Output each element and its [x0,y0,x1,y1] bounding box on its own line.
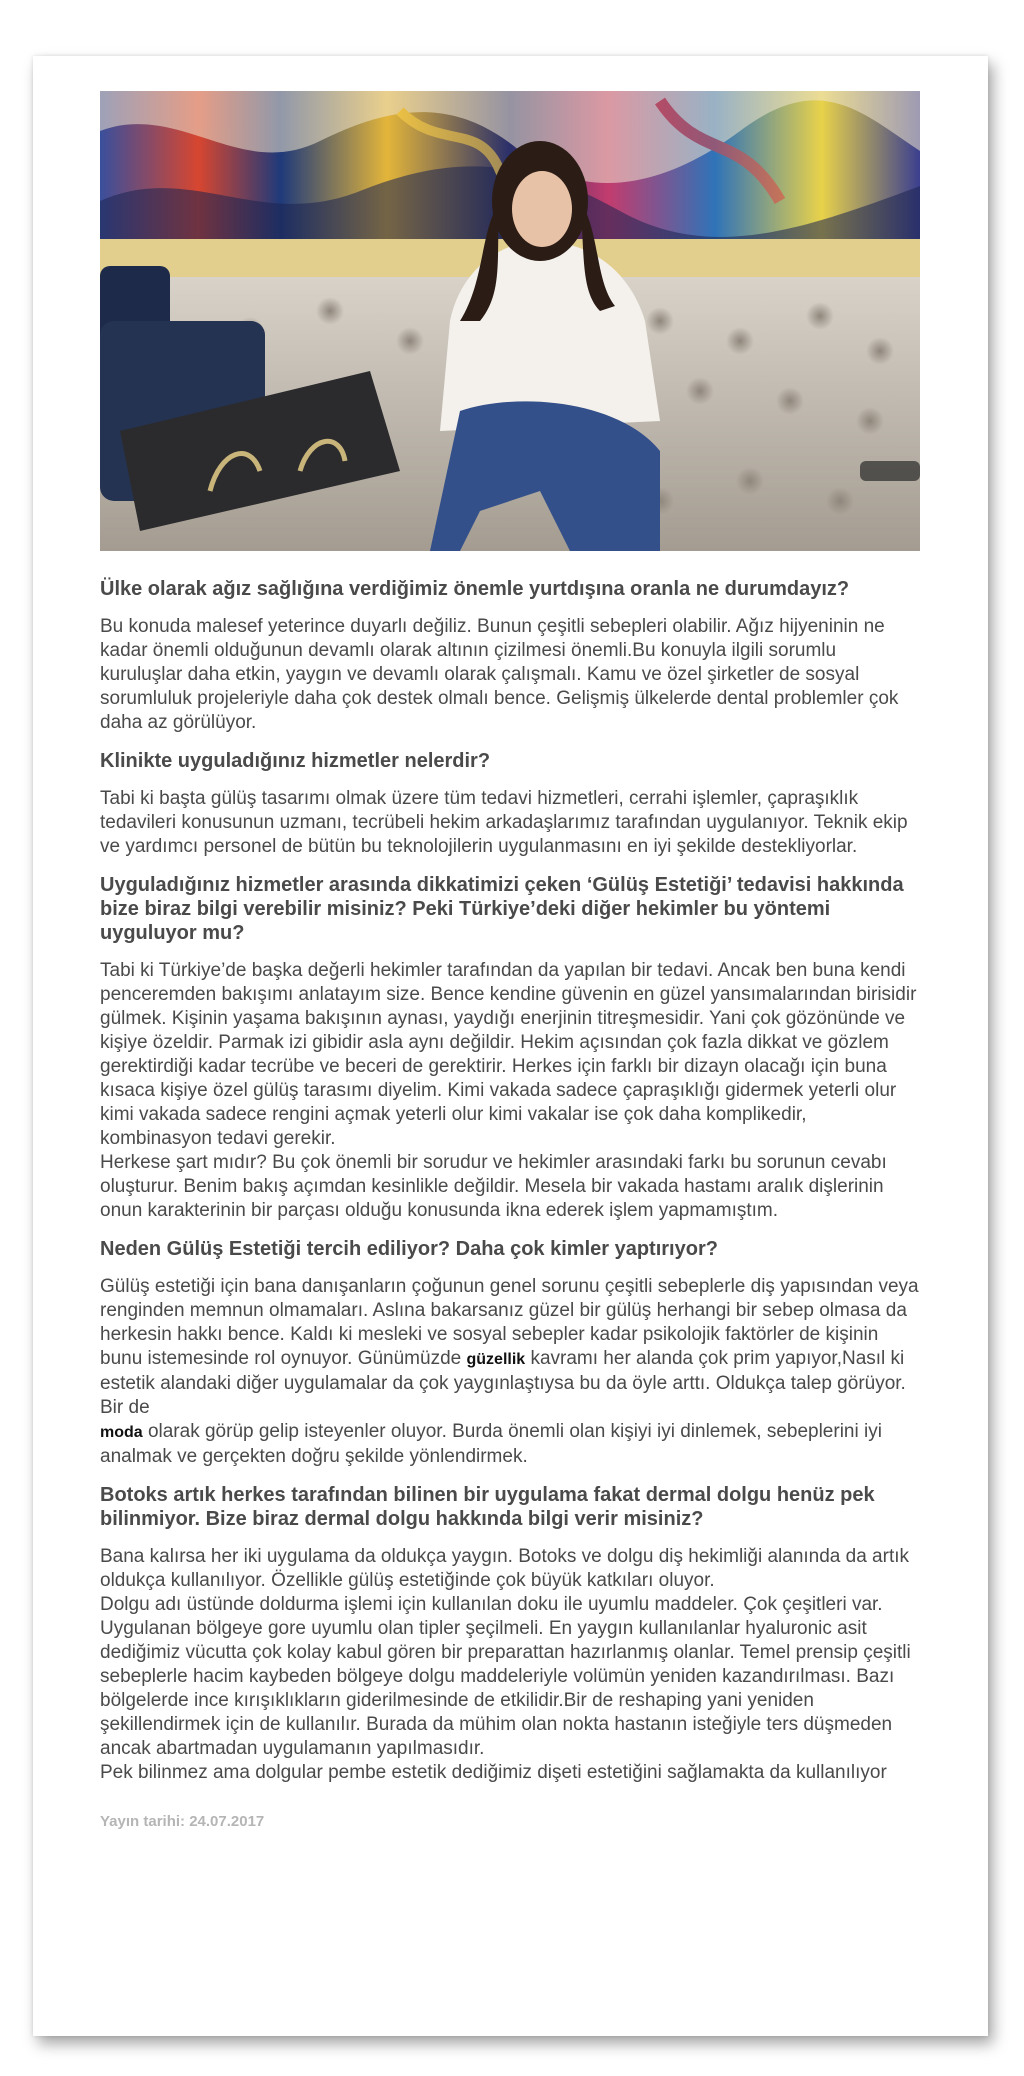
question-heading: Ülke olarak ağız sağlığına verdiğimiz önemle yurtdışına oranla ne durumdayız? [100,578,850,600]
answer-text: Gülüş estetiği için bana danışanların çoğunun genel sorunu çeşitli sebeplerle diş yapısından veya renginden memnun olmamaları. Aslına bakarsanız güzel bir gülüş herhangi bir sebep olmasa da herkesin hakkı bence. Kaldı ki mesleki ve sosyal sebepler kadar psikolojik faktörler de kişinin bunu istemesinde rol oynuyor. Günümüzde [100,1276,919,1369]
answer-text: olarak görüp gelip isteyenler oluyor. Burda önemli olan kişiyi iyi dinlemek, sebeplerini iyi analmak ve gerçekten doğru şekilde yönlendirmek. [100,1421,882,1467]
question-heading: Klinikte uyguladığınız hizmetler nelerdir? [100,750,491,772]
question-heading: Botoks artık herkes tarafından bilinen bir uygulama fakat dermal dolgu henüz pek bilinmiyor. Bize biraz dermal dolgu hakkında bilgi verir misiniz? [100,1484,875,1530]
keyword-link-moda[interactable]: moda [100,1424,143,1441]
article-content [100,91,920,1830]
answer-text: kavramı her alanda çok prim yapıyor,Nasıl ki estetik alandaki diğer uygulamalar da çok yaygınlaştıysa bu da öyle arttı. Oldukça talep görüyor. Bir de [100,1348,906,1418]
question-heading: Uyguladığınız hizmetler arasında dikkatimizi çeken ‘Gülüş Estetiği’ tedavisi hakkında bize biraz bilgi verebilir misiniz? Peki Türkiye’deki diğer hekimler bu yöntemi uyguluyor mu? [100,874,904,944]
hero-photo [100,91,920,551]
publish-date: Yayın tarihi: 24.07.2017 [100,1813,265,1830]
keyword-link-guzellik[interactable]: güzellik [466,1351,526,1368]
answer-paragraph: Tabi ki Türkiye’de başka değerli hekimler tarafından da yapılan bir tedavi. Ancak ben buna kendi penceremden bakışımı anlatayım size. Bence kendine güvenin en güzel yansımalarından birisidir gülmek. Kişinin yaşama bakışının aynası, yaydığı enerjinin titreşmesidir. Yani çok gözönünde ve kişiye özeldir. Parmak izi gibidir asla aynı değildir. Hekim açısından çok fazla dikkat ve gözlem gerektirdiği kadar tecrübe ve beceri de gerektirir. Herkes için farklı bir dizayn olacağı için buna kısaca kişiye özel gülüş tarasımı diyelim. Kimi vakada sadece çapraşıklığı gidermek yeterli olur kimi vakada sadece rengini açmak yeterli olur kimi vakalar ise çok daha komplikedir, kombinasyon tedavi gerekir. [100,960,917,1149]
question-heading: Neden Gülüş Estetiği tercih ediliyor? Daha çok kimler yaptırıyor? [100,1238,718,1260]
answer-paragraph: Dolgu adı üstünde doldurma işlemi için kullanılan doku ile uyumlu maddeler. Çok çeşitleri var. Uygulanan bölgeye gore uyumlu olan tipler şeçilmeli. En yaygın kullanılanlar hyaluronic asit dediğimiz vücutta çok kolay kabul gören bir preparattan hazırlanmış olanlar. Temel prensip çeşitli sebeplerle hacim kaybeden bölgeye dolgu maddeleriyle volümün yeniden kazandırılması. Bazı bölgelerde ince kırışıklıkların giderilmesinde de etkilidir.Bir de reshaping yani yeniden şekillendirmek için de kullanılır. Burada da mühim olan nokta hastanın isteğiyle ters düşmeden ancak abartmadan uygulamanın yapılmasıdır. [100,1594,911,1759]
answer-paragraph: Herkese şart mıdır? Bu çok önemli bir sorudur ve hekimler arasındaki farkı bu sorunun cevabı oluşturur. Benim bakış açımdan kesinlikle değildir. Mesela bir vakada hastamı aralık dişlerinin onun karakterinin bir parçası olduğu konusunda ikna ederek işlem yapmamıştım. [100,1152,887,1221]
answer-paragraph: Bu konuda malesef yeterince duyarlı değiliz. Bunun çeşitli sebepleri olabilir. Ağız hijyeninin ne kadar önemli olduğunun devamlı olarak altının çizilmesi önemli.Bu konuyla ilgili sorumlu kuruluşlar daha etkin, yaygın ve devamlı olarak çalışmalı. Kamu ve özel şirketler de sosyal sorumluluk projeleriyle daha çok destek olmalı bence. Gelişmiş ülkelerde dental problemler çok daha az görülüyor. [100,616,899,733]
answer-paragraph: Bana kalırsa her iki uygulama da oldukça yaygın. Botoks ve dolgu diş hekimliği alanında da artık oldukça kullanılıyor. Özellikle gülüş estetiğinde çok büyük katkıları oluyor. [100,1546,910,1591]
answer-paragraph: Tabi ki başta gülüş tasarımı olmak üzere tüm tedavi hizmetleri, cerrahi işlemler, çapraşıklık tedavileri konusunun uzmanı, tecrübeli hekim arkadaşlarımız tarafından uygulanıyor. Teknik ekip ve yardımcı personel de bütün bu teknolojilerin uygulanmasını en iyi şekilde destekliyorlar. [100,788,908,857]
article-card [33,56,988,2036]
answer-paragraph [100,1275,920,1469]
answer-paragraph: Pek bilinmez ama dolgular pembe estetik dediğimiz dişeti estetiğini sağlamakta da kullanılıyor [100,1762,887,1783]
